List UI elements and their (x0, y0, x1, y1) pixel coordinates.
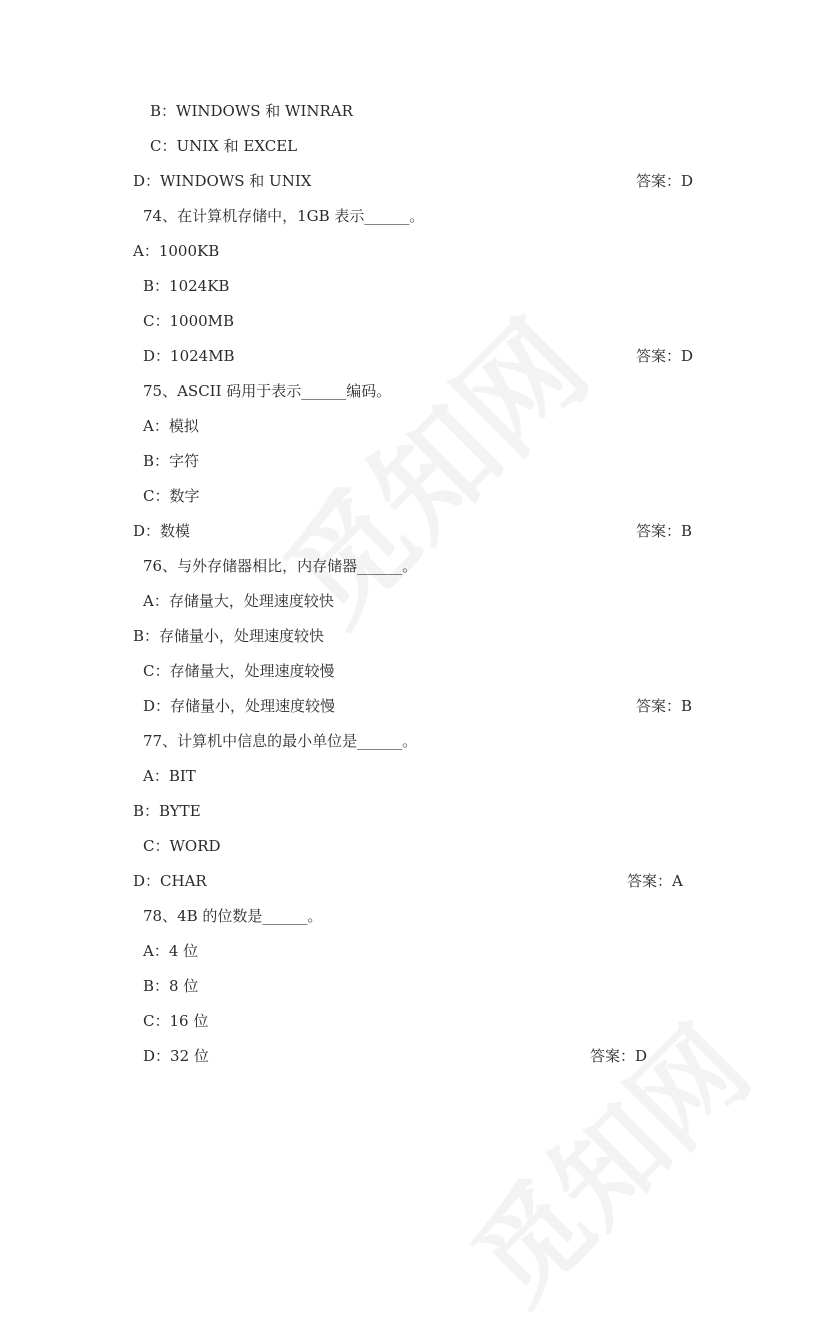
option-line: D：数模 (133, 522, 191, 540)
option-line: A：4 位 (143, 942, 199, 960)
answer-label: 答案：B (636, 697, 693, 715)
option-line: C：16 位 (143, 1012, 209, 1030)
question-line: 78、4B 的位数是______。 (143, 907, 323, 925)
option-line: B：1024KB (143, 277, 230, 295)
question-line: 74、在计算机存储中，1GB 表示______。 (143, 207, 425, 225)
answer-label: 答案：D (636, 347, 694, 365)
option-line: D：存储量小，处理速度较慢 (143, 697, 336, 715)
question-line: 75、ASCII 码用于表示______编码。 (143, 382, 392, 400)
watermark (432, 986, 777, 1331)
option-line: A：模拟 (143, 417, 199, 435)
option-line: B：存储量小，处理速度较快 (133, 627, 325, 645)
question-line: 76、与外存储器相比，内存储器______。 (143, 557, 418, 575)
answer-label: 答案：A (627, 872, 683, 890)
answer-label: 答案：D (590, 1047, 648, 1065)
option-line: A：1000KB (133, 242, 220, 260)
option-line: C：数字 (143, 487, 200, 505)
option-line: B：字符 (143, 452, 200, 470)
option-line: B：8 位 (143, 977, 199, 995)
option-line: D：32 位 (143, 1047, 209, 1065)
option-line: C：WORD (143, 837, 221, 855)
option-line: C：存储量大，处理速度较慢 (143, 662, 335, 680)
option-line: B：WINDOWS 和 WINRAR (150, 102, 353, 120)
question-line: 77、计算机中信息的最小单位是______。 (143, 732, 418, 750)
option-line: D：1024MB (143, 347, 235, 365)
option-line: C：1000MB (143, 312, 235, 330)
answer-label: 答案：D (636, 172, 694, 190)
option-line: B：BYTE (133, 802, 201, 820)
option-line: C：UNIX 和 EXCEL (150, 137, 298, 155)
option-line: D：CHAR (133, 872, 207, 890)
option-line: D：WINDOWS 和 UNIX (133, 172, 312, 190)
option-line: A：存储量大，处理速度较快 (143, 592, 334, 610)
option-line: A：BIT (143, 767, 196, 785)
answer-label: 答案：B (636, 522, 693, 540)
